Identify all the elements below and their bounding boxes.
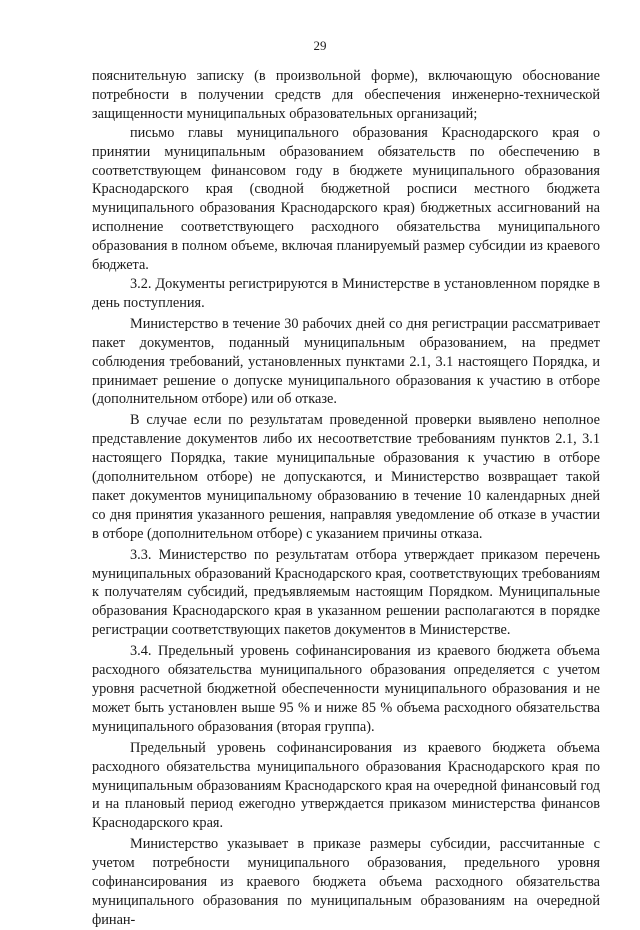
page-body	[92, 67, 600, 930]
paragraph-cofinancing-level: Предельный уровень софинансирования из краевого бюджета объема расходного обязательства муниципального образования Краснодарского края по муниципальным образованиям Краснодарского края на очередной финансовый год и на плановый период ежегодно утверждается приказом министерства финансов Краснодарского края.	[92, 739, 600, 832]
paragraph-3-2: 3.2. Документы регистрируются в Министерстве в установленном порядке в день поступления.	[92, 275, 600, 311]
paragraph-incomplete-documents: В случае если по результатам проведенной проверки выявлено неполное представление документов либо их несоответствие требованиям пунктов 2.1, 3.1 настоящего Порядка, такие муниципальные образования к участию в отборе (дополнительном отборе) не допускаются, и Министерство возвращает такой пакет документов муниципальному образованию в течение 10 календарных дней со дня принятия указанного решения, направляя уведомление об отказе в участии в отборе (дополнительном отборе) с указанием причины отказа.	[92, 412, 600, 542]
paragraph-3-4: 3.4. Предельный уровень софинансирования из краевого бюджета объема расходного обязательства муниципального образования определяется с учетом уровня расчетной бюджетной обеспеченности муниципального образования и не может быть установлен выше 95 % и ниже 85 % объема расходного обязательства муниципального образования (вторая группа).	[92, 643, 600, 735]
page-number: 29	[313, 38, 327, 53]
paragraph-ministry-review: Министерство в течение 30 рабочих дней со дня регистрации рассматривает пакет документов, поданный муниципальным образованием, на предмет соблюдения требований, установленных пунктами 2.1, 3.1 настоящего Порядка, и принимает решение о допуске муниципального образования к участию в отборе (дополнительном отборе) или об отказе.	[92, 315, 600, 408]
paragraph-subsidy-sizes: Министерство указывает в приказе размеры субсидии, рассчитанные с учетом потребности муниципального образования, предельного уровня софинансирования из краевого бюджета объема расходного обязательства муниципального образования по муниципальным образованиям на очередной финан-	[92, 836, 600, 928]
paragraph-head-letter: письмо главы муниципального образования Краснодарского края о принятии муниципальным образованием обязательств по обеспечению в соответствующем финансовом году в бюджете муниципального образования Краснодарского края (сводной бюджетной росписи местного бюджета муниципального образования Краснодарского края) бюджетных ассигнований на исполнение соответствующего расходного обязательства муниципального образования в полном объеме, включая планируемый размер субсидии из краевого бюджета.	[92, 124, 600, 274]
paragraph-3-3: 3.3. Министерство по результатам отбора утверждает приказом перечень муниципальных образований Краснодарского края, соответствующих требованиям к получателям субсидий, предъявляемым настоящим Порядком. Муниципальные образования Краснодарского края в указанном решении располагаются в порядке регистрации соответствующих пакетов документов в Министерстве.	[92, 546, 600, 639]
paragraph-explanatory-note: пояснительную записку (в произвольной форме), включающую обоснование потребности в получении средств для обеспечения инженерно-технической защищенности муниципальных образовательных организаций;	[92, 68, 600, 122]
